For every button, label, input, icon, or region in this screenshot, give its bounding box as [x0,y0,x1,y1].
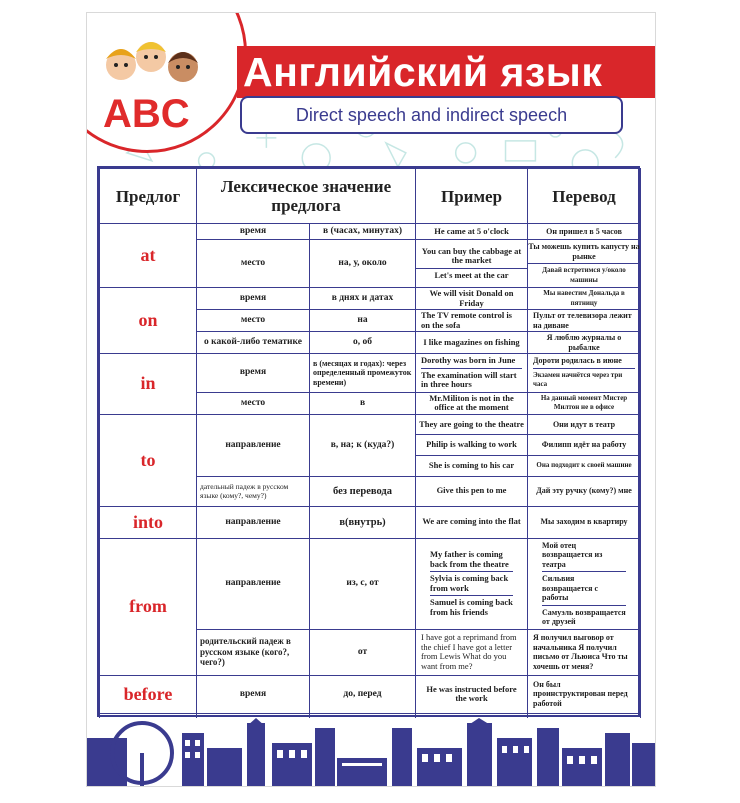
translation-cell: Дай эту ручку (кому?) мне [528,476,641,506]
london-skyline [87,718,656,787]
translation-cell: Пульт от телевизора лежит на диване [528,310,641,332]
table-row [100,538,641,629]
meaning-cell: направление [197,538,310,629]
prep-from: from [100,538,197,675]
translation-line: Экзамен начнётся через три часа [533,370,623,388]
page-subtitle: Direct speech and indirect speech [240,96,623,134]
prep-in: in [100,354,197,415]
translation-cell: Он был проинструктирован перед работой [528,675,641,713]
lexical-cell: в(внутрь) [310,506,416,538]
translation-cell: Мы заходим в квартиру [528,506,641,538]
lexical-cell: на, у, около [310,240,416,288]
example-line: My father is coming back from the theatre [430,548,513,572]
prepositions-table [97,166,640,717]
example-cell: I have got a reprimand from the chief I have got a letter from Lewis What do you want from me? [416,629,528,675]
table-row [100,675,641,713]
header-example: Пример [416,169,528,224]
translation-line: Они идут в театр [528,415,640,436]
example-cell [416,414,528,476]
meaning-cell: время [197,288,310,310]
example-cell: I like magazines on fishing [416,332,528,354]
example-cell: Mr.Militon is not in the office at the moment [416,392,528,414]
example-line: She is coming to his car [428,459,515,470]
prep-before: before [100,675,197,713]
table-row [100,414,641,476]
translation-line: Она подходит к своей машине [536,460,632,469]
meaning-cell: место [197,392,310,414]
lexical-cell: в, на; к (куда?) [310,414,416,476]
lexical-cell: без перевода [310,476,416,506]
lexical-cell: в [310,392,416,414]
lexical-cell: в днях и датах [310,288,416,310]
lexical-cell: в (месяцах и годах): через определенный промежуток времени) [310,354,416,393]
meaning-cell: время [197,224,310,240]
translation-cell [528,240,641,288]
header-prep: Предлог [100,169,197,224]
meaning-cell: направление [197,506,310,538]
example-cell [416,538,528,629]
translation-cell [528,354,641,393]
example-line: Philip is walking to work [416,435,527,456]
prep-into: into [100,506,197,538]
translation-line: Давай встретимся у/около машины [542,266,626,284]
meaning-cell: дательный падеж в русском языке (кому?, чему?) [197,476,310,506]
example-cell: We are coming into the flat [416,506,528,538]
translation-line: Мой отец возвращается из театра [542,539,626,573]
header-meaning: Лексическое значение предлога [197,169,416,224]
lexical-cell: из, с, от [310,538,416,629]
translation-cell: Он пришел в 5 часов [528,224,641,240]
table-header-row [100,169,641,224]
example-line: The examination will start in three hours [421,369,517,389]
translation-line: Самуэль возвращается от друзей [542,607,626,626]
example-line: Let's meet at the car [434,269,509,280]
table-row [100,354,641,393]
example-line: Dorothy was born in June [421,354,522,369]
page-title: Английский язык [237,46,655,98]
meaning-cell: время [197,675,310,713]
meaning-cell: место [197,240,310,288]
translation-cell: Мы навестим Дональда в пятницу [528,288,641,310]
example-cell [416,354,528,393]
meaning-cell: направление [197,414,310,476]
example-cell: Give this pen to me [416,476,528,506]
prep-to: to [100,414,197,506]
table-row [100,224,641,240]
poster [86,12,656,787]
header-translation: Перевод [528,169,641,224]
table-row [100,506,641,538]
lexical-cell: на [310,310,416,332]
translation-cell [528,538,641,629]
example-cell: He came at 5 o'clock [416,224,528,240]
translation-line: Ты можешь купить капусту на рынке [528,240,640,264]
lexical-cell: от [310,629,416,675]
meaning-cell: о какой-либо тематике [197,332,310,354]
meaning-cell: родительский падеж в русском языке (кого?, чего?) [197,629,310,675]
translation-cell [528,414,641,476]
meaning-cell: время [197,354,310,393]
example-cell: The TV remote control is on the sofa [416,310,528,332]
translation-cell: На данный момент Мистер Милтон не в офисе [528,392,641,414]
example-line: They are going to the theatre [416,415,527,436]
lexical-cell: в (часах, минутах) [310,224,416,240]
example-cell: We will visit Donald on Friday [416,288,528,310]
translation-line: Дороти родилась в июне [533,354,635,369]
kids-abc-logo [95,35,207,135]
meaning-cell: место [197,310,310,332]
example-cell: He was instructed before the work [416,675,528,713]
svg-text:ABC: ABC [103,92,190,135]
translation-cell: Я получил выговор от начальника Я получил письмо от Льюиса Что ты хочешь от меня? [528,629,641,675]
table-row [100,288,641,310]
translation-line: Филипп идёт на работу [528,435,640,456]
prep-at: at [100,224,197,288]
translation-line: Сильвия возвращается с работы [542,572,626,606]
lexical-cell: о, об [310,332,416,354]
translation-cell: Я люблю журналы о рыбалке [528,332,641,354]
example-line: Sylvia is coming back from work [430,572,513,596]
prep-on: on [100,288,197,354]
example-line: You can buy the cabbage at the market [416,245,527,269]
lexical-cell: до, перед [310,675,416,713]
example-line: Samuel is coming back from his friends [430,597,513,617]
example-cell [416,240,528,288]
